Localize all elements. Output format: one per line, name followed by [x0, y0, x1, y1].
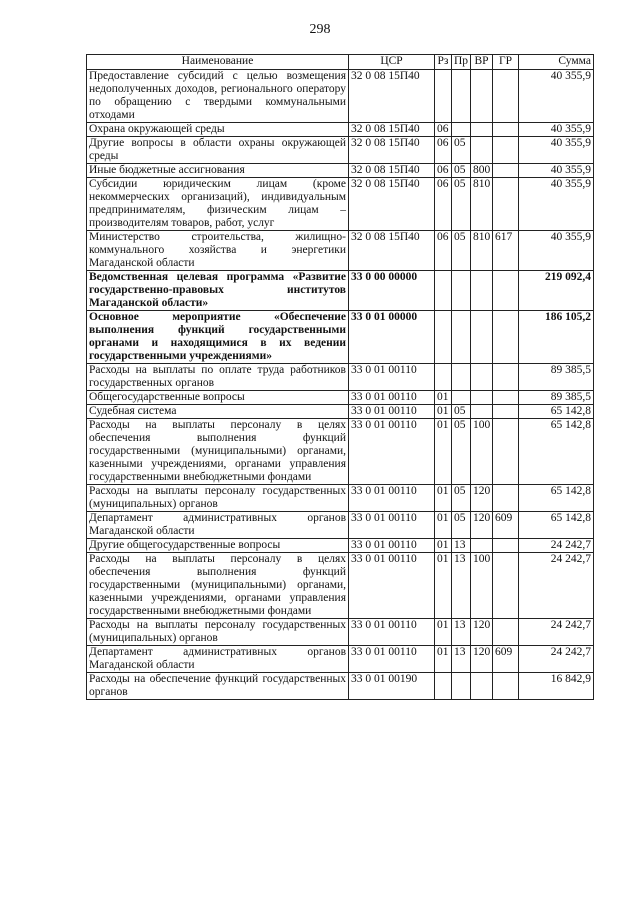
- row-sum: 89 385,5: [519, 364, 594, 391]
- row-name: Министерство строительства, жилищно-коммунального хозяйства и энергетики Магаданской области: [87, 231, 349, 271]
- row-name: Расходы на выплаты персоналу государственных (муниципальных) органов: [87, 619, 349, 646]
- row-name: Расходы на обеспечение функций государственных органов: [87, 673, 349, 700]
- row-name: Субсидии юридическим лицам (кроме некоммерческих организаций), индивидуальным предпринимателям, физическим лицам – производителям товаров, работ, услуг: [87, 178, 349, 231]
- row-rz: 01: [435, 619, 452, 646]
- table-row: [87, 178, 594, 231]
- row-vr: [471, 70, 493, 123]
- row-pr: 05: [452, 419, 471, 485]
- row-pr: 05: [452, 405, 471, 419]
- table-row: [87, 137, 594, 164]
- table-row: [87, 485, 594, 512]
- row-pr: [452, 364, 471, 391]
- budget-table: [86, 54, 594, 700]
- table-row: [87, 553, 594, 619]
- row-sum: 40 355,9: [519, 70, 594, 123]
- table-row: [87, 70, 594, 123]
- row-sum: 40 355,9: [519, 178, 594, 231]
- row-name: Охрана окружающей среды: [87, 123, 349, 137]
- row-vr: 810: [471, 231, 493, 271]
- row-vr: 120: [471, 646, 493, 673]
- row-sum: 89 385,5: [519, 391, 594, 405]
- row-code: 32 0 08 15П40: [349, 123, 435, 137]
- row-gr: [493, 619, 519, 646]
- table-row: [87, 646, 594, 673]
- row-vr: [471, 539, 493, 553]
- row-vr: 800: [471, 164, 493, 178]
- row-sum: 24 242,7: [519, 646, 594, 673]
- row-pr: 05: [452, 164, 471, 178]
- row-code: 32 0 08 15П40: [349, 70, 435, 123]
- row-pr: [452, 123, 471, 137]
- row-code: 33 0 01 00110: [349, 419, 435, 485]
- row-vr: 120: [471, 512, 493, 539]
- row-gr: [493, 311, 519, 364]
- row-rz: [435, 271, 452, 311]
- row-name: Судебная система: [87, 405, 349, 419]
- row-rz: 01: [435, 405, 452, 419]
- row-gr: [493, 673, 519, 700]
- row-name: Другие вопросы в области охраны окружающей среды: [87, 137, 349, 164]
- row-code: 33 0 01 00110: [349, 619, 435, 646]
- row-sum: 24 242,7: [519, 539, 594, 553]
- row-vr: [471, 311, 493, 364]
- table-row: [87, 419, 594, 485]
- row-sum: 65 142,8: [519, 512, 594, 539]
- row-name: Расходы на выплаты персоналу государственных (муниципальных) органов: [87, 485, 349, 512]
- row-vr: [471, 405, 493, 419]
- row-pr: 13: [452, 646, 471, 673]
- row-rz: 01: [435, 512, 452, 539]
- row-name: Основное мероприятие «Обеспечение выполнения функций государственными органами и находящимися в их ведении государственными учреждениями»: [87, 311, 349, 364]
- row-rz: [435, 311, 452, 364]
- row-pr: [452, 673, 471, 700]
- table-row: [87, 512, 594, 539]
- row-name: Предоставление субсидий с целью возмещения недополученных доходов, регионального оператору по обращению с твердыми коммунальными отходами: [87, 70, 349, 123]
- table-row: [87, 231, 594, 271]
- row-gr: 617: [493, 231, 519, 271]
- row-pr: 05: [452, 178, 471, 231]
- row-rz: 06: [435, 231, 452, 271]
- row-vr: 120: [471, 485, 493, 512]
- row-code: 33 0 01 00110: [349, 553, 435, 619]
- row-gr: [493, 553, 519, 619]
- row-rz: 01: [435, 419, 452, 485]
- row-name: Департамент административных органов Магаданской области: [87, 646, 349, 673]
- row-code: 32 0 08 15П40: [349, 178, 435, 231]
- row-rz: 06: [435, 123, 452, 137]
- table-row: [87, 271, 594, 311]
- row-vr: [471, 391, 493, 405]
- row-code: 33 0 01 00110: [349, 646, 435, 673]
- row-name: Иные бюджетные ассигнования: [87, 164, 349, 178]
- row-code: 32 0 08 15П40: [349, 231, 435, 271]
- row-sum: 65 142,8: [519, 419, 594, 485]
- header-sum: Сумма: [519, 55, 594, 70]
- row-code: 32 0 08 15П40: [349, 164, 435, 178]
- row-rz: 01: [435, 553, 452, 619]
- row-rz: 01: [435, 646, 452, 673]
- row-sum: 40 355,9: [519, 123, 594, 137]
- row-code: 33 0 01 00000: [349, 311, 435, 364]
- header-vr: ВР: [471, 55, 493, 70]
- row-code: 33 0 01 00110: [349, 539, 435, 553]
- row-rz: 06: [435, 137, 452, 164]
- row-pr: 13: [452, 553, 471, 619]
- row-code: 33 0 00 00000: [349, 271, 435, 311]
- row-gr: [493, 364, 519, 391]
- row-code: 33 0 01 00110: [349, 512, 435, 539]
- row-sum: 24 242,7: [519, 619, 594, 646]
- row-vr: [471, 271, 493, 311]
- row-rz: [435, 364, 452, 391]
- row-name: Ведомственная целевая программа «Развитие государственно-правовых институтов Магаданской области»: [87, 271, 349, 311]
- row-gr: 609: [493, 646, 519, 673]
- row-code: 33 0 01 00110: [349, 364, 435, 391]
- table-row: [87, 391, 594, 405]
- row-code: 32 0 08 15П40: [349, 137, 435, 164]
- row-pr: 13: [452, 619, 471, 646]
- row-name: Департамент административных органов Магаданской области: [87, 512, 349, 539]
- row-rz: 06: [435, 164, 452, 178]
- row-pr: [452, 271, 471, 311]
- table-row: [87, 539, 594, 553]
- row-name: Расходы на выплаты по оплате труда работников государственных органов: [87, 364, 349, 391]
- row-code: 33 0 01 00110: [349, 485, 435, 512]
- header-code: ЦСР: [349, 55, 435, 70]
- row-vr: 100: [471, 553, 493, 619]
- row-sum: 16 842,9: [519, 673, 594, 700]
- row-pr: 05: [452, 512, 471, 539]
- row-gr: [493, 405, 519, 419]
- row-gr: [493, 485, 519, 512]
- table-row: [87, 164, 594, 178]
- row-vr: 120: [471, 619, 493, 646]
- table-row: [87, 123, 594, 137]
- row-pr: 05: [452, 137, 471, 164]
- row-rz: 01: [435, 539, 452, 553]
- row-sum: 40 355,9: [519, 231, 594, 271]
- row-vr: [471, 123, 493, 137]
- header-name: Наименование: [87, 55, 349, 70]
- row-code: 33 0 01 00190: [349, 673, 435, 700]
- table-row: [87, 673, 594, 700]
- row-name: Расходы на выплаты персоналу в целях обеспечения выполнения функций государственными (муниципальными) органами, казенными учреждениями, органами управления государственными внебюджетными фондами: [87, 419, 349, 485]
- row-gr: [493, 164, 519, 178]
- table-row: [87, 364, 594, 391]
- header-rz: Рз: [435, 55, 452, 70]
- row-pr: [452, 391, 471, 405]
- row-rz: 06: [435, 178, 452, 231]
- row-vr: [471, 673, 493, 700]
- row-sum: 40 355,9: [519, 164, 594, 178]
- header-pr: Пр: [452, 55, 471, 70]
- row-name: Расходы на выплаты персоналу в целях обеспечения выполнения функций государственными (муниципальными) органами, казенными учреждениями, органами управления государственными внебюджетными фондами: [87, 553, 349, 619]
- row-pr: [452, 70, 471, 123]
- row-gr: [493, 137, 519, 164]
- table-header-row: [87, 55, 594, 70]
- row-rz: [435, 673, 452, 700]
- row-sum: 186 105,2: [519, 311, 594, 364]
- row-gr: [493, 391, 519, 405]
- row-pr: 13: [452, 539, 471, 553]
- row-vr: [471, 137, 493, 164]
- row-sum: 65 142,8: [519, 405, 594, 419]
- row-name: Общегосударственные вопросы: [87, 391, 349, 405]
- row-rz: [435, 70, 452, 123]
- row-sum: 40 355,9: [519, 137, 594, 164]
- row-gr: [493, 539, 519, 553]
- table-row: [87, 311, 594, 364]
- row-sum: 24 242,7: [519, 553, 594, 619]
- table-row: [87, 405, 594, 419]
- row-sum: 219 092,4: [519, 271, 594, 311]
- row-rz: 01: [435, 485, 452, 512]
- row-vr: 810: [471, 178, 493, 231]
- row-gr: [493, 70, 519, 123]
- row-vr: 100: [471, 419, 493, 485]
- row-code: 33 0 01 00110: [349, 391, 435, 405]
- page-number: 298: [309, 22, 331, 37]
- table-row: [87, 619, 594, 646]
- row-sum: 65 142,8: [519, 485, 594, 512]
- row-rz: 01: [435, 391, 452, 405]
- row-gr: [493, 271, 519, 311]
- row-gr: [493, 178, 519, 231]
- row-name: Другие общегосударственные вопросы: [87, 539, 349, 553]
- row-pr: 05: [452, 231, 471, 271]
- header-gr: ГР: [493, 55, 519, 70]
- row-pr: 05: [452, 485, 471, 512]
- row-vr: [471, 364, 493, 391]
- row-gr: [493, 123, 519, 137]
- row-code: 33 0 01 00110: [349, 405, 435, 419]
- row-pr: [452, 311, 471, 364]
- row-gr: [493, 419, 519, 485]
- row-gr: 609: [493, 512, 519, 539]
